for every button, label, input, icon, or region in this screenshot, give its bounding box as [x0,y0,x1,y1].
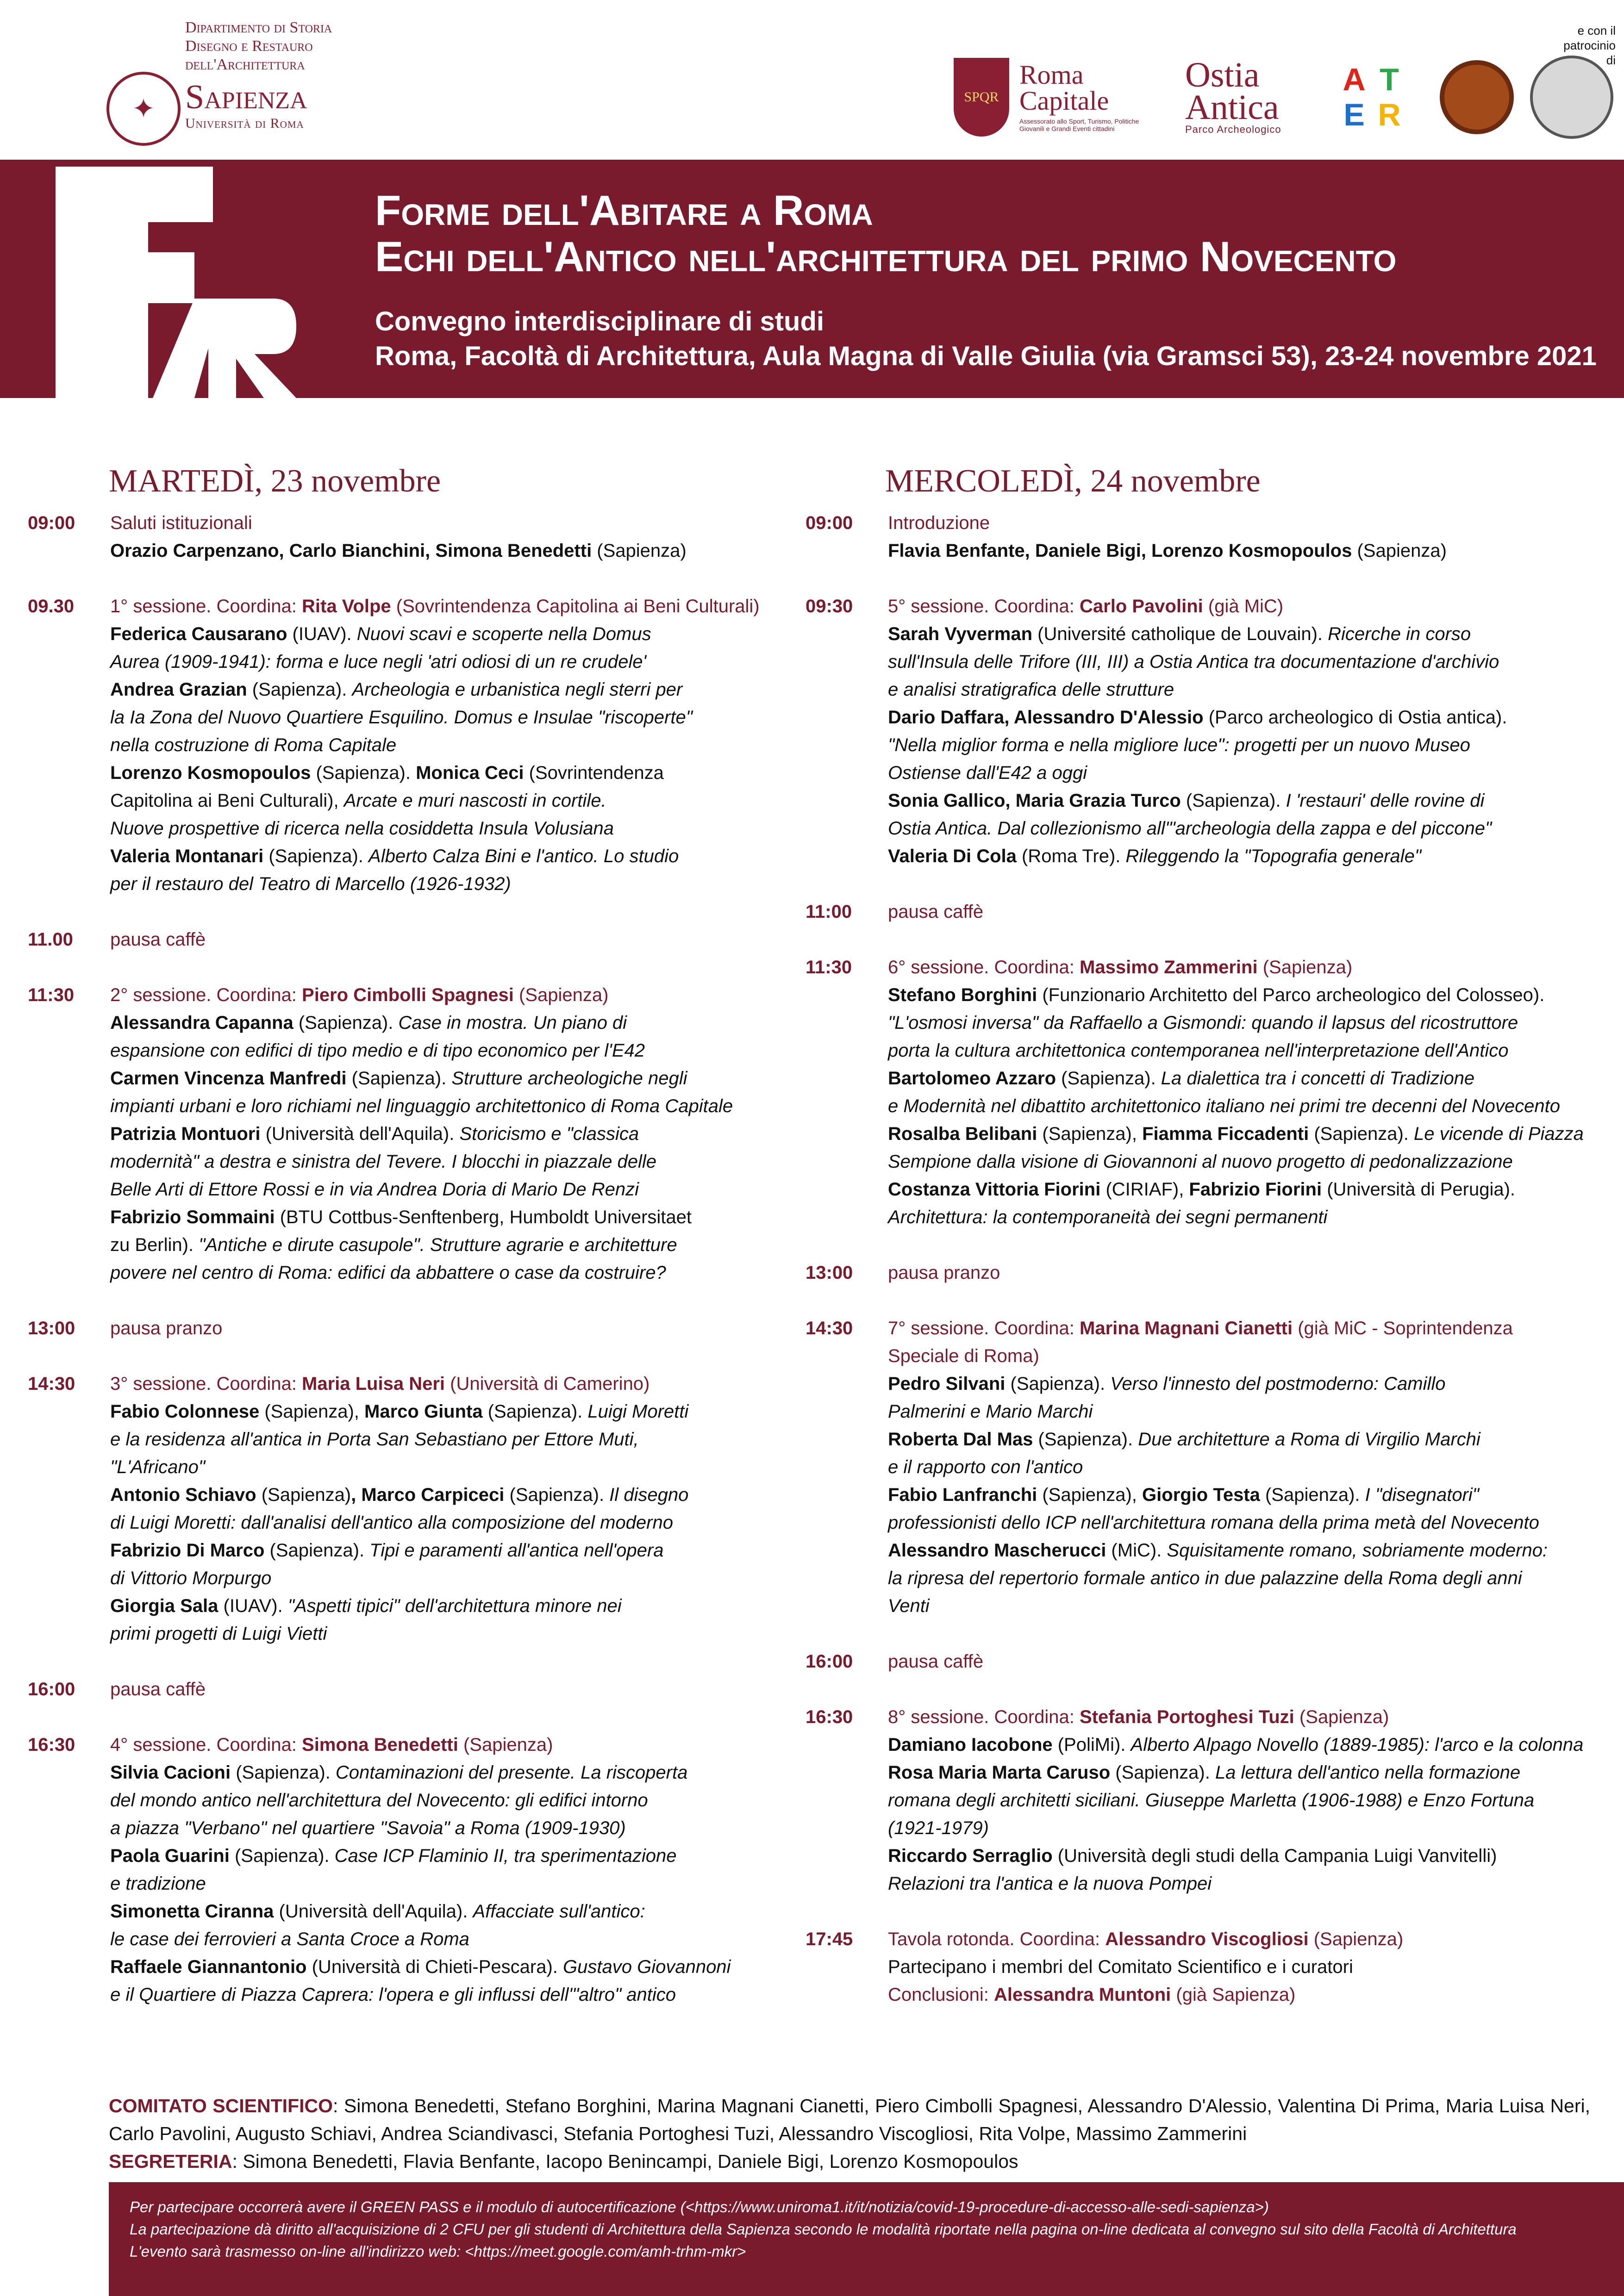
talk-line: Sarah Vyverman (Université catholique de Louvain). Ricerche in corso [888,624,1471,644]
talk-line: modernità" a destra e sinistra del Tevere. I blocchi in piazzale delle [110,1151,657,1172]
slot-time: 11:00 [806,902,852,922]
talk-line: Venti [888,1596,930,1616]
title-line-1: Forme dell'Abitare a Roma [375,187,873,234]
talk-line: Rosa Maria Marta Caruso (Sapienza). La lettura dell'antico nella formazione [888,1762,1521,1783]
session-title: 7° sessione. Coordina: Marina Magnani Cianetti (già MiC - Soprintendenza [888,1318,1513,1338]
talk-line: la Ia Zona del Nuovo Quartiere Esquilino. Domus e Insulae "riscoperte" [110,707,693,728]
slot-time: 16:30 [806,1707,853,1727]
session-title: 5° sessione. Coordina: Carlo Pavolini (già MiC) [888,596,1284,616]
talk-line: e Modernità nel dibattito architettonico italiano nei primi tre decenni del Novecento [888,1096,1560,1116]
talk-line: e il rapporto con l'antico [888,1457,1083,1477]
slot-content [888,1703,1593,1898]
talk-line: Sempione dalla visione di Giovannoni al nuovo progetto di pedonalizzazione [888,1151,1513,1172]
program-slot [806,953,1593,1231]
subtitle-line-2: Roma, Facoltà di Architettura, Aula Magna di Valle Giulia (via Gramsci 53), 23-24 novembre 2021 [375,341,1597,371]
talk-line: Architettura: la contemporaneità dei segni permanenti [888,1207,1328,1227]
slot-content [110,592,792,898]
talk-line: Antonio Schiavo (Sapienza), Marco Carpiceci (Sapienza). Il disegno [110,1485,689,1505]
talk-line: Fabio Colonnese (Sapienza), Marco Giunta (Sapienza). Luigi Moretti [110,1401,689,1422]
speaker-line: Orazio Carpenzano, Carlo Bianchini, Simona Benedetti (Sapienza) [110,541,687,561]
academy-medal-icon [1530,53,1618,141]
break-label: pausa pranzo [110,1318,223,1338]
talk-line: professionisti dello ICP nell'architettura romana della prima metà del Novecento [888,1512,1539,1533]
session-title: Tavola rotonda. Coordina: Alessandro Viscogliosi (Sapienza) [888,1929,1404,1949]
talk-line: Roberta Dal Mas (Sapienza). Due architetture a Roma di Virgilio Marchi [888,1429,1480,1450]
sapienza-dsdra-logo [106,19,384,139]
comitato-label: COMITATO SCIENTIFICO [109,2095,333,2116]
roma-word: Roma [1019,60,1084,90]
talk-line: Federica Causarano (IUAV). Nuovi scavi e scoperte nella Domus [110,624,651,644]
slot-time: 09:30 [806,596,853,616]
spqr-crest-icon: SPQR [954,58,1009,137]
talk-line: Andrea Grazian (Sapienza). Archeologia e urbanistica negli sterri per [110,679,683,700]
program-slot [806,1648,1593,1675]
talk-line: e la residenza all'antica in Porta San Sebastiano per Ettore Muti, [110,1429,639,1450]
talk-line: Riccardo Serraglio (Università degli studi della Campania Luigi Vanvitelli) [888,1846,1497,1866]
talk-line: Sonia Gallico, Maria Grazia Turco (Sapienza). I 'restauri' delle rovine di [888,790,1485,811]
ater-letter-t: T [1380,62,1399,97]
slot-title: Saluti istituzionali [110,513,252,533]
day1-program [28,509,792,2009]
ostia-antica-logo [1185,53,1305,141]
talk-line: Bartolomeo Azzaro (Sapienza). La dialettica tra i concetti di Tradizione [888,1068,1475,1089]
dept-line-3: dell'Architettura [185,56,305,73]
slot-time: 14:30 [28,1374,75,1394]
roma-assessorato: Assessorato allo Sport, Turismo, Politiche Giovanili e Grandi Eventi cittadini [1019,118,1139,132]
talk-line: Costanza Vittoria Fiorini (CIRIAF), Fabrizio Fiorini (Università di Perugia). [888,1179,1516,1200]
break-label: pausa caffè [888,1651,984,1672]
ostia-word: Ostia [1185,56,1260,94]
session-title: Speciale di Roma) [888,1346,1039,1366]
green-pass-note: Per partecipare occorrerà avere il GREEN PASS e il modulo di autocertificazione (<https://www.uniroma1.it/it/notizia/covid-19-procedure-di-accesso-alle-sedi-sapienza>) [130,2198,1269,2215]
talk-line: e il Quartiere di Piazza Caprera: l'opera e gli influssi dell'"altro" antico [110,1985,676,2005]
day1-heading: MARTEDÌ, 23 novembre [109,463,441,499]
session-title: 6° sessione. Coordina: Massimo Zammerini (Sapienza) [888,957,1353,977]
slot-time: 17:45 [806,1929,853,1949]
parco-archeologico-word: Parco Archeologico [1185,124,1281,135]
break-label: pausa caffè [888,902,984,922]
day2-heading: MERCOLEDÌ, 24 novembre [885,463,1261,499]
talk-line: Ostia Antica. Dal collezionismo all'"archeologia della zappa e del piccone" [888,818,1492,839]
break-label: pausa caffè [110,929,206,950]
program-slot [806,1925,1593,2009]
session-title: 8° sessione. Coordina: Stefania Portoghesi Tuzi (Sapienza) [888,1707,1389,1727]
subtitle-line-1: Convegno interdisciplinare di studi [375,306,824,336]
talk-line: Valeria Di Cola (Roma Tre). Rileggendo la "Topografia generale" [888,846,1422,866]
slot-content [110,1370,792,1648]
slot-content [110,509,792,565]
session-title: 2° sessione. Coordina: Piero Cimbolli Spagnesi (Sapienza) [110,985,609,1005]
talk-line: Relazioni tra l'antica e la nuova Pompei [888,1873,1212,1894]
program-slot [28,926,792,953]
slot-content [110,1731,792,2009]
talk-line: Pedro Silvani (Sapienza). Verso l'innesto del postmoderno: Camillo [888,1374,1446,1394]
segreteria-members: : Simona Benedetti, Flavia Benfante, Iacopo Benincampi, Daniele Bigi, Lorenzo Kosmopoulos [232,2151,1018,2172]
title-line-2: Echi dell'Antico nell'architettura del primo Novecento [375,233,1397,280]
slot-time: 16:30 [28,1735,75,1755]
segreteria [109,2147,1590,2175]
talk-line: porta la cultura architettonica contemporanea nell'interpretazione dell'Antico [888,1040,1509,1061]
talk-line: la ripresa del repertorio formale antico in due palazzine della Roma degli anni [888,1568,1522,1588]
talk-line: del mondo antico nell'architettura del Novecento: gli edifici intorno [110,1790,648,1811]
talk-line: espansione con edifici di tipo medio e di tipo economico per l'E42 [110,1040,645,1061]
talk-line: Belle Arti di Ettore Rossi e in via Andrea Doria di Mario De Renzi [110,1179,639,1200]
slot-content [888,953,1593,1231]
talk-line: Dario Daffara, Alessandro D'Alessio (Parco archeologico di Ostia antica). [888,707,1507,728]
talk-line: di Vittorio Morpurgo [110,1568,272,1588]
ater-letter-r: R [1378,97,1401,132]
day2-program [806,509,1593,2009]
slot-time: 11:30 [28,985,75,1005]
program-slot [28,509,792,565]
talk-line: Stefano Borghini (Funzionario Architetto del Parco archeologico del Colosseo). [888,985,1545,1005]
slot-content [888,592,1593,870]
talk-line: Nuove prospettive di ricerca nella cosiddetta Insula Volusiana [110,818,614,839]
talk-line: per il restauro del Teatro di Marcello (1926-1932) [110,874,511,894]
talk-line: a piazza "Verbano" nel quartiere "Savoia" a Roma (1909-1930) [110,1818,626,1838]
talk-line: e analisi stratigrafica delle strutture [888,679,1174,700]
streaming-link: L'evento sarà trasmesso on-line all'indirizzo web: <https://meet.google.com/amh-trhm-mkr> [130,2243,746,2260]
session-title: 4° sessione. Coordina: Simona Benedetti (Sapienza) [110,1735,553,1755]
program-slot [806,898,1593,926]
antica-word: Antica [1185,88,1279,127]
sapienza-wordmark: Sapienza [185,78,307,116]
talk-line: zu Berlin). "Antiche e dirute casupole". Strutture agrarie e architetture [110,1235,677,1255]
talk-line: romana degli architetti siciliani. Giuseppe Marletta (1906-1988) e Enzo Fortuna [888,1790,1535,1811]
slot-content [888,1925,1593,2009]
talk-line: Paola Guarini (Sapienza). Case ICP Flaminio II, tra sperimentazione [110,1846,677,1866]
program-slot [806,1703,1593,1898]
talk-line: Partecipano i membri del Comitato Scientifico e i curatori [888,1957,1353,1977]
slot-content [888,509,1593,565]
program-slot [28,1314,792,1342]
sapienza-seal-icon: ✦ [106,72,181,146]
slot-content [888,1314,1593,1620]
talk-line: povere nel centro di Roma: edifici da abbattere o case da costruire? [110,1263,666,1283]
slot-time: 09.30 [28,596,75,616]
talk-line: primi progetti di Luigi Vietti [110,1624,327,1644]
conclusion-line: Conclusioni: Alessandra Muntoni (già Sapienza) [888,1985,1296,2005]
program-slot [806,509,1593,565]
ater-logo [1338,53,1412,141]
slot-time: 11.00 [28,929,73,950]
capitale-word: Capitale [1019,86,1109,116]
ater-letter-e: E [1343,97,1365,132]
talk-line: Silvia Cacioni (Sapienza). Contaminazioni del presente. La riscoperta [110,1762,688,1783]
slot-time: 14:30 [806,1318,853,1338]
talk-line: Carmen Vincenza Manfredi (Sapienza). Strutture archeologiche negli [110,1068,687,1089]
talk-line: "L'Africano" [110,1457,206,1477]
comitato-scientifico [109,2092,1590,2147]
ater-letter-a: A [1343,62,1366,97]
session-title: 3° sessione. Coordina: Maria Luisa Neri (Università di Camerino) [110,1374,650,1394]
break-label: pausa caffè [110,1679,206,1699]
far-logo-icon [56,160,296,398]
talk-line: di Luigi Moretti: dall'analisi dell'antico alla composizione del moderno [110,1512,673,1533]
dept-line-1: Dipartimento di Storia [185,19,332,36]
slot-time: 16:00 [806,1651,853,1672]
universita-wordmark: Università di Roma [185,116,304,131]
slot-time: 09:00 [28,513,75,533]
talk-line: Rosalba Belibani (Sapienza), Fiamma Ficcadenti (Sapienza). Le vicende di Piazza [888,1124,1584,1144]
talk-line: nella costruzione di Roma Capitale [110,735,397,755]
talk-line: Aurea (1909-1941): forma e luce negli 'atri odiosi di un re crudele' [110,652,647,672]
talk-line: Fabio Lanfranchi (Sapienza), Giorgio Testa (Sapienza). I "disegnatori" [888,1485,1479,1505]
program-slot [806,1314,1593,1620]
patrocinio-label: e con il patrocinio di [1563,24,1616,67]
talk-line: Palmerini e Mario Marchi [888,1401,1093,1422]
program-slot [806,1259,1593,1287]
talk-line: impianti urbani e loro richiami nel linguaggio architettonico di Roma Capitale [110,1096,733,1116]
program-slot [28,1370,792,1648]
talk-line: Raffaele Giannantonio (Università di Chieti-Pescara). Gustavo Giovannoni [110,1957,731,1977]
slot-time: 13:00 [28,1318,75,1338]
talk-line: Fabrizio Sommaini (BTU Cottbus-Senftenberg, Humboldt Universitaet [110,1207,692,1227]
slot-time: 09:00 [806,513,853,533]
talk-line: Simonetta Ciranna (Università dell'Aquila). Affacciate sull'antico: [110,1901,645,1922]
talk-line: "L'osmosi inversa" da Raffaello a Gismondi: quando il lapsus del ricostruttore [888,1013,1518,1033]
comitato-members: : Simona Benedetti, Stefano Borghini, Marina Magnani Cianetti, Piero Cimbolli Spagnesi, Alessandro D'Alessio, Valentina Di Prima, Maria Luisa Neri, Carlo Pavolini, Augusto Schiavi, Andrea Sciandivasci, Stefania Portoghesi Tuzi, Alessandro Viscogliosi, Rita Volpe, Massimo Zammerini [109,2095,1591,2144]
talk-line: Alessandra Capanna (Sapienza). Case in mostra. Un piano di [110,1013,627,1033]
institution-seal-icon [1440,53,1518,141]
footer-text [130,2196,1611,2263]
segreteria-label: SEGRETERIA [109,2151,232,2172]
talk-line: Valeria Montanari (Sapienza). Alberto Calza Bini e l'antico. Lo studio [110,846,679,866]
talk-line: Damiano Iacobone (PoliMi). Alberto Alpago Novello (1889-1985): l'arco e la colonna [888,1735,1584,1755]
program-slot [28,1731,792,2009]
talk-line: e tradizione [110,1873,206,1894]
program-slot [28,981,792,1287]
dept-line-2: Disegno e Restauro [185,37,313,55]
talk-line: Lorenzo Kosmopoulos (Sapienza). Monica Ceci (Sovrintendenza [110,763,664,783]
title-banner [0,160,1624,398]
program-slot [28,592,792,898]
program-slot [28,1675,792,1703]
program-slot [806,592,1593,870]
talk-line: Capitolina ai Beni Culturali), Arcate e muri nascosti in cortile. [110,790,606,811]
slot-title: Introduzione [888,513,990,533]
talk-line: Alessandro Mascherucci (MiC). Squisitamente romano, sobriamente moderno: [888,1540,1548,1561]
cfu-note: La partecipazione dà diritto all'acquisizione di 2 CFU per gli studenti di Architettura della Sapienza secondo le modalità riportate nella pagina on-line dedicata al convegno sul sito della Facoltà di Architettura [130,2221,1517,2238]
talk-line: Ostiense dall'E42 a oggi [888,763,1087,783]
talk-line: sull'Insula delle Trifore (III, III) a Ostia Antica tra documentazione d'archivio [888,652,1499,672]
roma-capitale-logo [954,53,1171,141]
talk-line: (1921-1979) [888,1818,989,1838]
break-label: pausa pranzo [888,1263,1000,1283]
roma-capitale-text [1019,62,1158,132]
slot-time: 13:00 [806,1263,853,1283]
slot-time: 11:30 [806,957,852,977]
footer-banner [109,2182,1624,2296]
speaker-line: Flavia Benfante, Daniele Bigi, Lorenzo Kosmopoulos (Sapienza) [888,541,1447,561]
talk-line: Giorgia Sala (IUAV). "Aspetti tipici" dell'architettura minore nei [110,1596,622,1616]
talk-line: Patrizia Montuori (Università dell'Aquila). Storicismo e "classica [110,1124,639,1144]
slot-content [110,981,792,1287]
department-name [185,19,389,74]
session-title: 1° sessione. Coordina: Rita Volpe (Sovrintendenza Capitolina ai Beni Culturali) [110,596,760,616]
talk-line: Fabrizio Di Marco (Sapienza). Tipi e paramenti all'antica nell'opera [110,1540,664,1561]
slot-time: 16:00 [28,1679,75,1699]
talk-line: le case dei ferrovieri a Santa Croce a Roma [110,1929,469,1949]
talk-line: "Nella miglior forma e nella migliore luce": progetti per un nuovo Museo [888,735,1470,755]
